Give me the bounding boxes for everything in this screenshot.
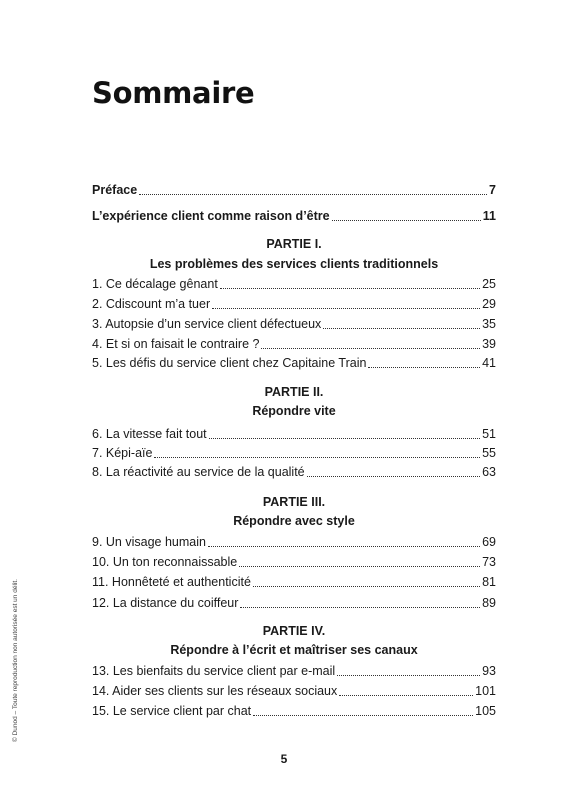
toc-chapter[interactable] xyxy=(92,464,496,480)
toc-chapter[interactable] xyxy=(92,574,496,590)
part-subtitle: Répondre avec style xyxy=(233,514,355,528)
part-heading: PARTIE II. xyxy=(264,385,324,399)
toc-entry-page: 63 xyxy=(482,465,496,479)
toc-entry-page: 89 xyxy=(482,596,496,610)
dot-leader xyxy=(239,565,480,567)
part-subtitle: Répondre à l’écrit et maîtriser ses canaux xyxy=(170,643,418,657)
toc-entry-page: 39 xyxy=(482,337,496,351)
dot-leader xyxy=(253,714,473,716)
toc-chapter[interactable] xyxy=(92,445,496,461)
dot-leader xyxy=(253,585,480,587)
toc-chapter[interactable] xyxy=(92,336,496,352)
toc-chapter[interactable] xyxy=(92,534,496,550)
toc-entry-page: 93 xyxy=(482,664,496,678)
toc-entry-label: 8. La réactivité au service de la qualité xyxy=(92,465,305,479)
toc-entry-label: 14. Aider ses clients sur les réseaux sociaux xyxy=(92,684,338,698)
part-subtitle: Les problèmes des services clients traditionnels xyxy=(149,257,439,271)
dot-leader xyxy=(261,347,480,349)
toc-entry-page: 11 xyxy=(482,209,496,223)
dot-leader xyxy=(220,287,480,289)
copyright-note: © Dunod – Toute reproduction non autorisée est un délit. xyxy=(12,579,19,742)
toc-entry-label: 6. La vitesse fait tout xyxy=(92,427,207,441)
toc-chapter[interactable] xyxy=(92,703,496,719)
toc-chapter[interactable] xyxy=(92,595,496,611)
part-heading: PARTIE I. xyxy=(266,237,322,251)
page-number: 5 xyxy=(280,752,288,766)
toc-entry-page: 69 xyxy=(482,535,496,549)
toc-entry-page: 55 xyxy=(482,446,496,460)
dot-leader xyxy=(209,437,480,439)
part-heading: PARTIE III. xyxy=(262,495,326,509)
toc-entry-label: L’expérience client comme raison d’être xyxy=(92,209,330,223)
toc-chapter[interactable] xyxy=(92,683,496,699)
toc-entry-page: 101 xyxy=(475,684,496,698)
dot-leader xyxy=(208,545,480,547)
dot-leader xyxy=(212,307,480,309)
toc-chapter[interactable] xyxy=(92,276,496,292)
toc-entry-experience[interactable] xyxy=(92,208,496,224)
toc-entry-label: Préface xyxy=(92,183,138,197)
toc-chapter[interactable] xyxy=(92,426,496,442)
toc-entry-label: 2. Cdiscount m’a tuer xyxy=(92,297,211,311)
toc-chapter[interactable] xyxy=(92,355,496,371)
toc-entry-label: 13. Les bienfaits du service client par e-mail xyxy=(92,664,336,678)
dot-leader xyxy=(323,327,480,329)
toc-entry-preface[interactable] xyxy=(92,182,496,198)
part-heading: PARTIE IV. xyxy=(262,624,326,638)
toc-entry-label: 4. Et si on faisait le contraire ? xyxy=(92,337,260,351)
toc-entry-label: 11. Honnêteté et authenticité xyxy=(92,575,251,589)
page-title: Sommaire xyxy=(92,76,255,110)
toc-entry-page: 35 xyxy=(482,317,496,331)
dot-leader xyxy=(339,694,473,696)
toc-entry-label: 9. Un visage humain xyxy=(92,535,206,549)
toc-entry-label: 3. Autopsie d’un service client défectueux xyxy=(92,317,322,331)
toc-entry-label: 5. Les défis du service client chez Capitaine Train xyxy=(92,356,367,370)
toc-entry-label: 7. Képi-aïe xyxy=(92,446,153,460)
toc-entry-page: 25 xyxy=(482,277,496,291)
toc-entry-label: 12. La distance du coiffeur xyxy=(92,596,239,610)
toc-entry-page: 29 xyxy=(482,297,496,311)
toc-entry-page: 51 xyxy=(482,427,496,441)
toc-chapter[interactable] xyxy=(92,663,496,679)
toc-chapter[interactable] xyxy=(92,554,496,570)
toc-entry-page: 81 xyxy=(482,575,496,589)
toc-entry-label: 10. Un ton reconnaissable xyxy=(92,555,238,569)
toc-entry-page: 7 xyxy=(489,183,496,197)
dot-leader xyxy=(139,193,487,195)
toc-entry-label: 15. Le service client par chat xyxy=(92,704,252,718)
dot-leader xyxy=(368,366,480,368)
dot-leader xyxy=(337,674,480,676)
toc-entry-page: 73 xyxy=(482,555,496,569)
toc-entry-page: 41 xyxy=(482,356,496,370)
part-subtitle: Répondre vite xyxy=(252,404,336,418)
toc-entry-label: 1. Ce décalage gênant xyxy=(92,277,218,291)
toc-entry-page: 105 xyxy=(475,704,496,718)
dot-leader xyxy=(154,456,480,458)
toc-chapter[interactable] xyxy=(92,296,496,312)
dot-leader xyxy=(240,606,480,608)
toc-chapter[interactable] xyxy=(92,316,496,332)
dot-leader xyxy=(332,219,481,221)
dot-leader xyxy=(307,475,480,477)
